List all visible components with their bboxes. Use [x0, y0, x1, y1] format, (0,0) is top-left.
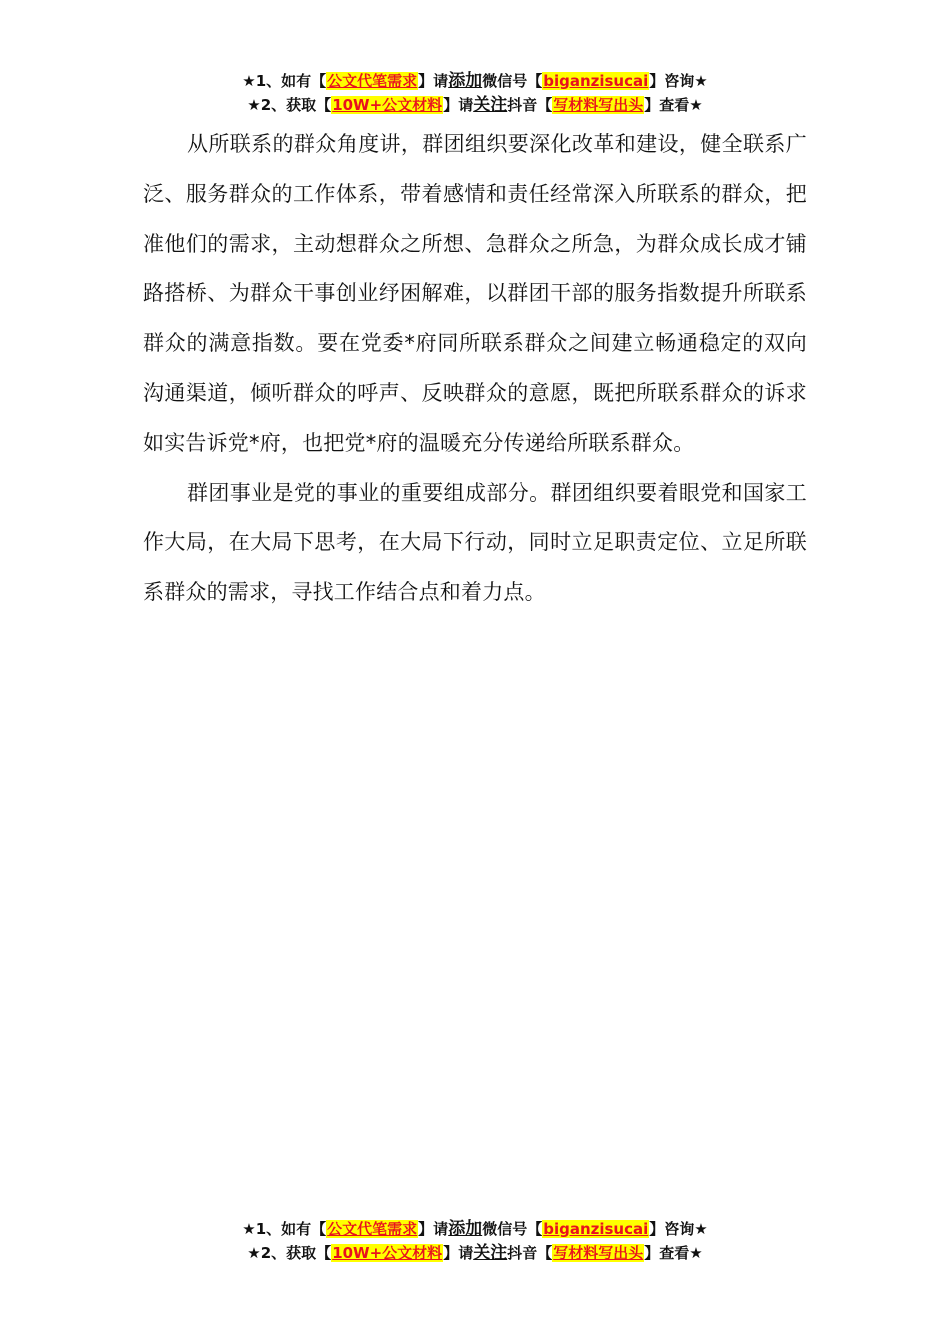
banner-text: ★1、如有【 [242, 1220, 327, 1238]
header-banner [0, 69, 950, 117]
banner-emphasis: 添加 [448, 1219, 483, 1239]
banner-emphasis: 关注 [473, 1243, 508, 1263]
banner-text: 】查看★ [644, 1244, 703, 1262]
banner-text: 抖音【 [507, 1244, 553, 1262]
banner-text: 】咨询★ [649, 72, 708, 90]
highlight-service: 公文代笔需求 [327, 72, 418, 90]
banner-text: 】请 [443, 1244, 474, 1262]
highlight-materials: 10W+公文材料 [332, 1244, 443, 1262]
highlight-wechat-id: biganzisucai [543, 1220, 649, 1238]
banner-text: 】请 [443, 96, 474, 114]
banner-text: 微信号【 [482, 72, 543, 90]
banner-line-1 [0, 1217, 950, 1241]
banner-text: 】咨询★ [649, 1220, 708, 1238]
paragraph: 从所联系的群众角度讲，群团组织要深化改革和建设，健全联系广泛、服务群众的工作体系，带着感情和责任经常深入所联系的群众，把准他们的需求，主动想群众之所想、急群众之所急，为群众成长成才铺路搭桥、为群众干事创业纾困解难，以群团干部的服务指数提升所联系群众的满意指数。要在党委*府同所联系群众之间建立畅通稳定的双向沟通渠道，倾听群众的呼声、反映群众的意愿，既把所联系群众的诉求如实告诉党*府，也把党*府的温暖充分传递给所联系群众。 [143, 132, 807, 455]
banner-emphasis: 添加 [448, 71, 483, 91]
banner-line-1 [0, 69, 950, 93]
highlight-douyin-account: 写材料写出头 [553, 1244, 644, 1262]
footer-banner [0, 1217, 950, 1265]
document-body [143, 120, 807, 618]
highlight-wechat-id: biganzisucai [543, 72, 649, 90]
banner-text: 】请 [418, 72, 449, 90]
banner-line-2 [0, 1241, 950, 1265]
banner-text: 】请 [418, 1220, 449, 1238]
banner-text: 微信号【 [482, 1220, 543, 1238]
highlight-service: 公文代笔需求 [327, 1220, 418, 1238]
banner-text: ★2、获取【 [247, 1244, 332, 1262]
highlight-materials: 10W+公文材料 [332, 96, 443, 114]
banner-text: 抖音【 [507, 96, 553, 114]
banner-text: ★2、获取【 [247, 96, 332, 114]
paragraph: 群团事业是党的事业的重要组成部分。群团组织要着眼党和国家工作大局，在大局下思考，在大局下行动，同时立足职责定位、立足所联系群众的需求，寻找工作结合点和着力点。 [143, 480, 807, 605]
banner-text: ★1、如有【 [242, 72, 327, 90]
banner-emphasis: 关注 [473, 95, 508, 115]
banner-text: 】查看★ [644, 96, 703, 114]
banner-line-2 [0, 93, 950, 117]
highlight-douyin-account: 写材料写出头 [553, 96, 644, 114]
